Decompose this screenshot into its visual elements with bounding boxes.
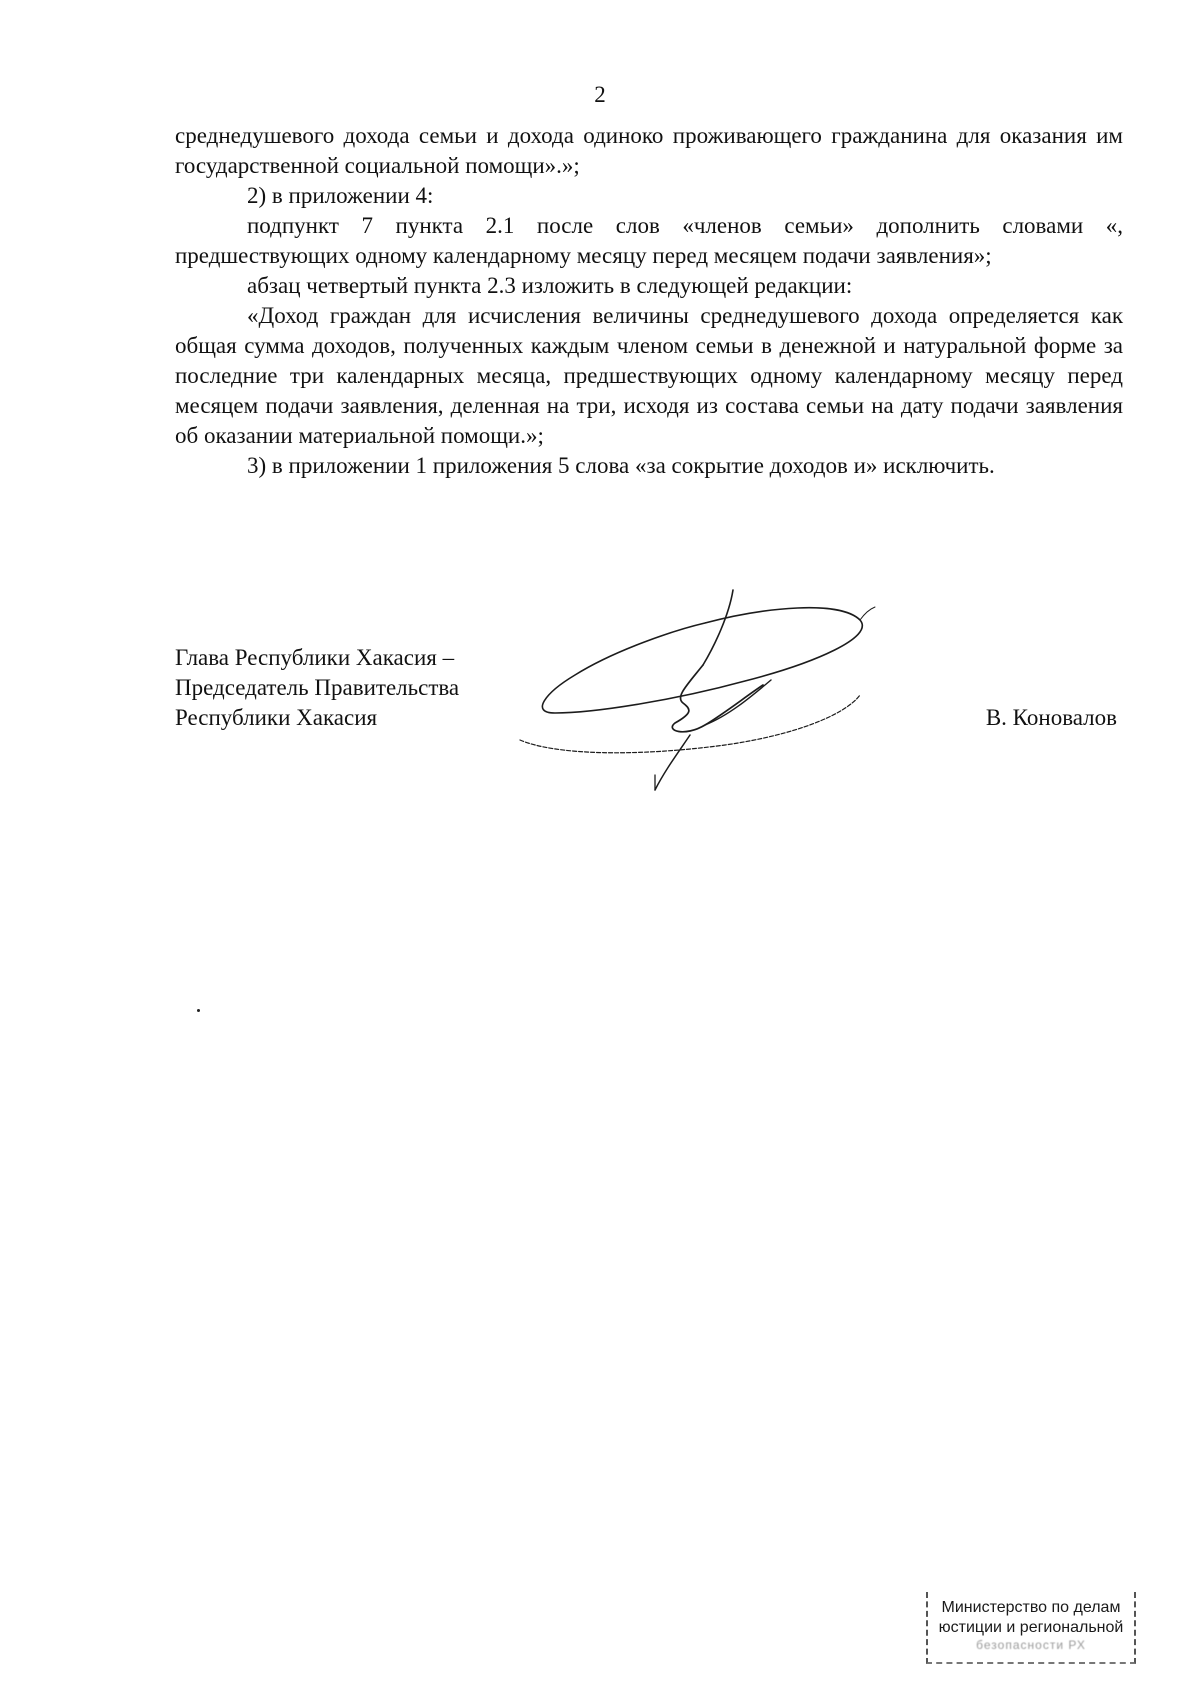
paragraph-4: абзац четвертый пункта 2.3 изложить в следующей редакции: bbox=[247, 273, 853, 298]
stamp-line-1: Министерство по делам bbox=[941, 1599, 1121, 1616]
handwritten-signature bbox=[515, 585, 915, 805]
page-number: 2 bbox=[594, 82, 606, 107]
signer-title-line-3: Республики Хакасия bbox=[175, 705, 378, 730]
paragraph-5: «Доход граждан для исчисления величины среднедушевого дохода определяется как общая сумма доходов, полученных каждым членом семьи в денежной и натуральной форме за последние три календарных месяца, предшествующих одному календарному месяцу перед месяцем подачи заявления, деленная на три, исходя из состава семьи на дату подачи заявления об оказании материальной помощи.»; bbox=[175, 303, 1123, 448]
registration-stamp bbox=[926, 1592, 1136, 1664]
scan-speck bbox=[197, 1009, 200, 1012]
paragraph-6: 3) в приложении 1 приложения 5 слова «за сокрытие доходов и» исключить. bbox=[247, 453, 995, 478]
paragraph-1: среднедушевого дохода семьи и дохода одиноко проживающего гражданина для оказания им государственной социальной помощи».»; bbox=[175, 123, 1123, 178]
paragraph-3: подпункт 7 пункта 2.1 после слов «членов семьи» дополнить словами «, предшествующих одному календарному месяцу перед месяцем подачи заявления»; bbox=[175, 213, 1123, 268]
paragraph-2: 2) в приложении 4: bbox=[247, 183, 434, 208]
signer-name: В. Коновалов bbox=[985, 705, 1117, 730]
stamp-line-3: безопасности РХ bbox=[976, 1638, 1086, 1652]
document-body bbox=[175, 121, 1123, 481]
signer-title bbox=[175, 643, 535, 733]
signer-title-line-2: Председатель Правительства bbox=[175, 675, 460, 700]
stamp-line-2: юстиции и региональной bbox=[938, 1619, 1124, 1636]
signer-title-line-1: Глава Республики Хакасия – bbox=[175, 645, 455, 670]
